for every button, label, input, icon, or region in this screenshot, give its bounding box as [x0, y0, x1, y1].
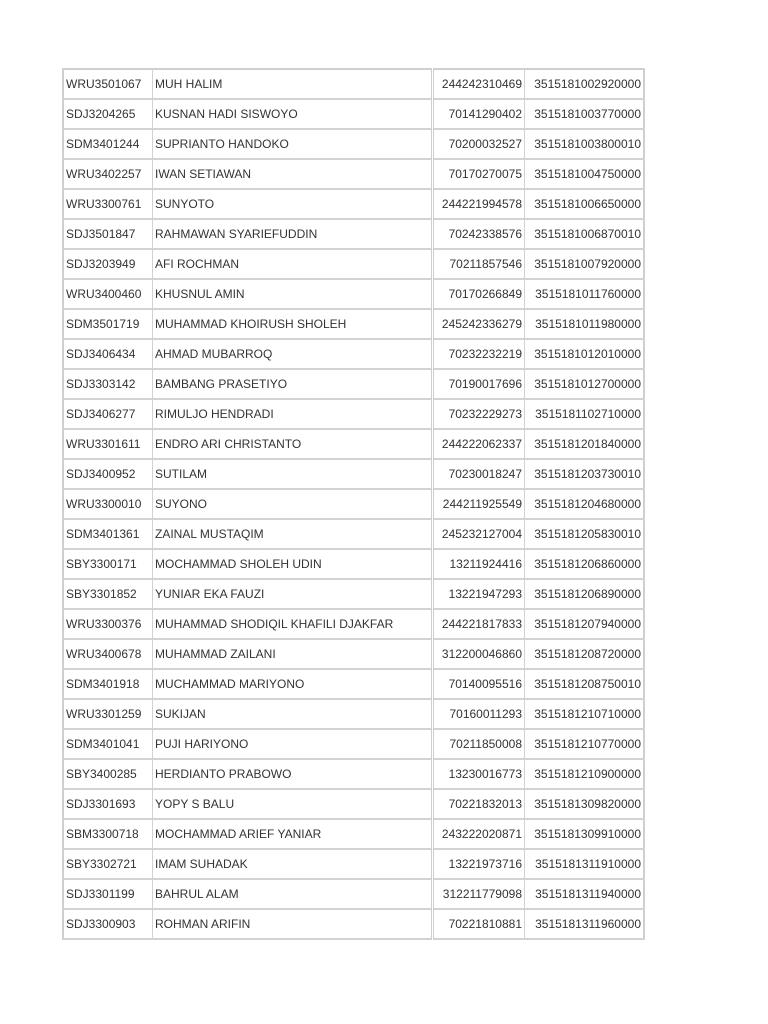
id-number-cell[interactable]: 3515181004750000: [525, 159, 645, 189]
employee-code-cell[interactable]: WRU3400678: [63, 639, 153, 669]
employee-code-cell[interactable]: SDJ3406277: [63, 399, 153, 429]
account-number-cell[interactable]: 70242338576: [433, 219, 525, 249]
employee-code-cell[interactable]: SDJ3300903: [63, 909, 153, 939]
id-number-cell[interactable]: 3515181311910000: [525, 849, 645, 879]
table-row: [63, 639, 644, 669]
employee-code-cell[interactable]: SDJ3406434: [63, 339, 153, 369]
id-number-cell[interactable]: 3515181309910000: [525, 819, 645, 849]
table-row: [63, 459, 644, 489]
account-number-cell[interactable]: 70140095516: [433, 669, 525, 699]
id-number-cell[interactable]: 3515181205830010: [525, 519, 645, 549]
id-number-cell[interactable]: 3515181003800010: [525, 129, 645, 159]
account-number-cell[interactable]: 245242336279: [433, 309, 525, 339]
employee-name-cell[interactable]: MUCHAMMAD MARIYONO: [153, 669, 433, 699]
table-row: [63, 159, 644, 189]
account-number-cell[interactable]: 70221810881: [433, 909, 525, 939]
employee-code-cell[interactable]: SDJ3400952: [63, 459, 153, 489]
account-number-cell[interactable]: 70232229273: [433, 399, 525, 429]
table-body: [63, 69, 644, 939]
employee-code-cell[interactable]: WRU3301611: [63, 429, 153, 459]
table-row: [63, 579, 644, 609]
id-number-cell[interactable]: 3515181201840000: [525, 429, 645, 459]
account-number-cell[interactable]: 70211850008: [433, 729, 525, 759]
employee-name-cell[interactable]: KHUSNUL AMIN: [153, 279, 433, 309]
employee-name-cell[interactable]: IMAM SUHADAK: [153, 849, 433, 879]
employee-name-cell[interactable]: BAMBANG PRASETIYO: [153, 369, 433, 399]
table-row: [63, 339, 644, 369]
employee-name-cell[interactable]: MUHAMMAD KHOIRUSH SHOLEH: [153, 309, 433, 339]
id-number-cell[interactable]: 3515181011760000: [525, 279, 645, 309]
table-row: [63, 699, 644, 729]
id-number-cell[interactable]: 3515181311960000: [525, 909, 645, 939]
employee-code-cell[interactable]: SDM3401041: [63, 729, 153, 759]
employee-name-cell[interactable]: SUTILAM: [153, 459, 433, 489]
employee-name-cell[interactable]: RIMULJO HENDRADI: [153, 399, 433, 429]
employee-name-cell[interactable]: IWAN SETIAWAN: [153, 159, 433, 189]
employee-code-cell[interactable]: SDJ3303142: [63, 369, 153, 399]
id-number-cell[interactable]: 3515181210900000: [525, 759, 645, 789]
employee-name-cell[interactable]: AFI ROCHMAN: [153, 249, 433, 279]
employee-code-cell[interactable]: WRU3300376: [63, 609, 153, 639]
table-row: [63, 129, 644, 159]
employee-code-cell[interactable]: SBY3300171: [63, 549, 153, 579]
employee-code-cell[interactable]: SBY3302721: [63, 849, 153, 879]
table-row: [63, 429, 644, 459]
table-row: [63, 879, 644, 909]
id-number-cell[interactable]: 3515181006870010: [525, 219, 645, 249]
id-number-cell[interactable]: 3515181311940000: [525, 879, 645, 909]
employee-code-cell[interactable]: SDJ3204265: [63, 99, 153, 129]
employee-name-cell[interactable]: SUNYOTO: [153, 189, 433, 219]
table-row: [63, 99, 644, 129]
account-number-cell[interactable]: 244221817833: [433, 609, 525, 639]
table-row: [63, 819, 644, 849]
employee-code-cell[interactable]: SBY3400285: [63, 759, 153, 789]
id-number-cell[interactable]: 3515181207940000: [525, 609, 645, 639]
account-number-cell[interactable]: 70211857546: [433, 249, 525, 279]
employee-name-cell[interactable]: SUYONO: [153, 489, 433, 519]
employee-code-cell[interactable]: SDJ3203949: [63, 249, 153, 279]
employee-name-cell[interactable]: MUH HALIM: [153, 69, 433, 99]
table-row: [63, 399, 644, 429]
account-number-cell[interactable]: 70141290402: [433, 99, 525, 129]
employee-code-cell[interactable]: WRU3300010: [63, 489, 153, 519]
table-row: [63, 729, 644, 759]
id-number-cell[interactable]: 3515181002920000: [525, 69, 645, 99]
id-number-cell[interactable]: 3515181210770000: [525, 729, 645, 759]
id-number-cell[interactable]: 3515181208750010: [525, 669, 645, 699]
employee-code-cell[interactable]: SDM3401361: [63, 519, 153, 549]
employee-name-cell[interactable]: MUHAMMAD SHODIQIL KHAFILI DJAKFAR: [153, 609, 433, 639]
id-number-cell[interactable]: 3515181309820000: [525, 789, 645, 819]
account-number-cell[interactable]: 70232232219: [433, 339, 525, 369]
table-row: [63, 849, 644, 879]
account-number-cell[interactable]: 244222062337: [433, 429, 525, 459]
account-number-cell[interactable]: 244211925549: [433, 489, 525, 519]
employee-code-cell[interactable]: SBM3300718: [63, 819, 153, 849]
employee-code-cell[interactable]: WRU3400460: [63, 279, 153, 309]
employee-name-cell[interactable]: ROHMAN ARIFIN: [153, 909, 433, 939]
table-row: [63, 519, 644, 549]
account-number-cell[interactable]: 70190017696: [433, 369, 525, 399]
employee-name-cell[interactable]: MUHAMMAD ZAILANI: [153, 639, 433, 669]
table-row: [63, 309, 644, 339]
spreadsheet-table: [62, 68, 645, 940]
id-number-cell[interactable]: 3515181210710000: [525, 699, 645, 729]
account-number-cell[interactable]: 244242310469: [433, 69, 525, 99]
id-number-cell[interactable]: 3515181102710000: [525, 399, 645, 429]
table-row: [63, 909, 644, 939]
table-row: [63, 789, 644, 819]
id-number-cell[interactable]: 3515181204680000: [525, 489, 645, 519]
employee-name-cell[interactable]: RAHMAWAN SYARIEFUDDIN: [153, 219, 433, 249]
id-number-cell[interactable]: 3515181006650000: [525, 189, 645, 219]
employee-name-cell[interactable]: MOCHAMMAD SHOLEH UDIN: [153, 549, 433, 579]
table-row: [63, 669, 644, 699]
account-number-cell[interactable]: 312211779098: [433, 879, 525, 909]
account-number-cell[interactable]: 243222020871: [433, 819, 525, 849]
id-number-cell[interactable]: 3515181007920000: [525, 249, 645, 279]
employee-code-cell[interactable]: SDM3501719: [63, 309, 153, 339]
table-row: [63, 279, 644, 309]
id-number-cell[interactable]: 3515181003770000: [525, 99, 645, 129]
employee-code-cell[interactable]: WRU3501067: [63, 69, 153, 99]
account-number-cell[interactable]: 70160011293: [433, 699, 525, 729]
employee-name-cell[interactable]: ENDRO ARI CHRISTANTO: [153, 429, 433, 459]
table-row: [63, 489, 644, 519]
employee-name-cell[interactable]: KUSNAN HADI SISWOYO: [153, 99, 433, 129]
id-number-cell[interactable]: 3515181206890000: [525, 579, 645, 609]
account-number-cell[interactable]: 70200032527: [433, 129, 525, 159]
table-row: [63, 69, 644, 99]
employee-code-cell[interactable]: SDJ3501847: [63, 219, 153, 249]
employee-name-cell[interactable]: BAHRUL ALAM: [153, 879, 433, 909]
account-number-cell[interactable]: 70170270075: [433, 159, 525, 189]
account-number-cell[interactable]: 13211924416: [433, 549, 525, 579]
table-row: [63, 219, 644, 249]
table-row: [63, 549, 644, 579]
account-number-cell[interactable]: 13221973716: [433, 849, 525, 879]
account-number-cell[interactable]: 245232127004: [433, 519, 525, 549]
employee-code-cell[interactable]: WRU3402257: [63, 159, 153, 189]
employee-name-cell[interactable]: AHMAD MUBARROQ: [153, 339, 433, 369]
employee-code-cell[interactable]: SDM3401918: [63, 669, 153, 699]
account-number-cell[interactable]: 312200046860: [433, 639, 525, 669]
employee-name-cell[interactable]: ZAINAL MUSTAQIM: [153, 519, 433, 549]
employee-code-cell[interactable]: SBY3301852: [63, 579, 153, 609]
table-row: [63, 189, 644, 219]
account-number-cell[interactable]: 70230018247: [433, 459, 525, 489]
account-number-cell[interactable]: 244221994578: [433, 189, 525, 219]
id-number-cell[interactable]: 3515181203730010: [525, 459, 645, 489]
employee-name-cell[interactable]: SUKIJAN: [153, 699, 433, 729]
account-number-cell[interactable]: 70170266849: [433, 279, 525, 309]
id-number-cell[interactable]: 3515181012700000: [525, 369, 645, 399]
employee-name-cell[interactable]: YOPY S BALU: [153, 789, 433, 819]
account-number-cell[interactable]: 13230016773: [433, 759, 525, 789]
employee-code-cell[interactable]: SDM3401244: [63, 129, 153, 159]
id-number-cell[interactable]: 3515181206860000: [525, 549, 645, 579]
employee-code-cell[interactable]: WRU3300761: [63, 189, 153, 219]
id-number-cell[interactable]: 3515181011980000: [525, 309, 645, 339]
employee-name-cell[interactable]: MOCHAMMAD ARIEF YANIAR: [153, 819, 433, 849]
table-row: [63, 609, 644, 639]
id-number-cell[interactable]: 3515181208720000: [525, 639, 645, 669]
account-number-cell[interactable]: 13221947293: [433, 579, 525, 609]
employee-code-cell[interactable]: SDJ3301693: [63, 789, 153, 819]
employee-name-cell[interactable]: PUJI HARIYONO: [153, 729, 433, 759]
account-number-cell[interactable]: 70221832013: [433, 789, 525, 819]
table-row: [63, 369, 644, 399]
employee-name-cell[interactable]: SUPRIANTO HANDOKO: [153, 129, 433, 159]
employee-name-cell[interactable]: HERDIANTO PRABOWO: [153, 759, 433, 789]
employee-code-cell[interactable]: WRU3301259: [63, 699, 153, 729]
employee-name-cell[interactable]: YUNIAR EKA FAUZI: [153, 579, 433, 609]
employee-code-cell[interactable]: SDJ3301199: [63, 879, 153, 909]
table-row: [63, 249, 644, 279]
id-number-cell[interactable]: 3515181012010000: [525, 339, 645, 369]
table-row: [63, 759, 644, 789]
